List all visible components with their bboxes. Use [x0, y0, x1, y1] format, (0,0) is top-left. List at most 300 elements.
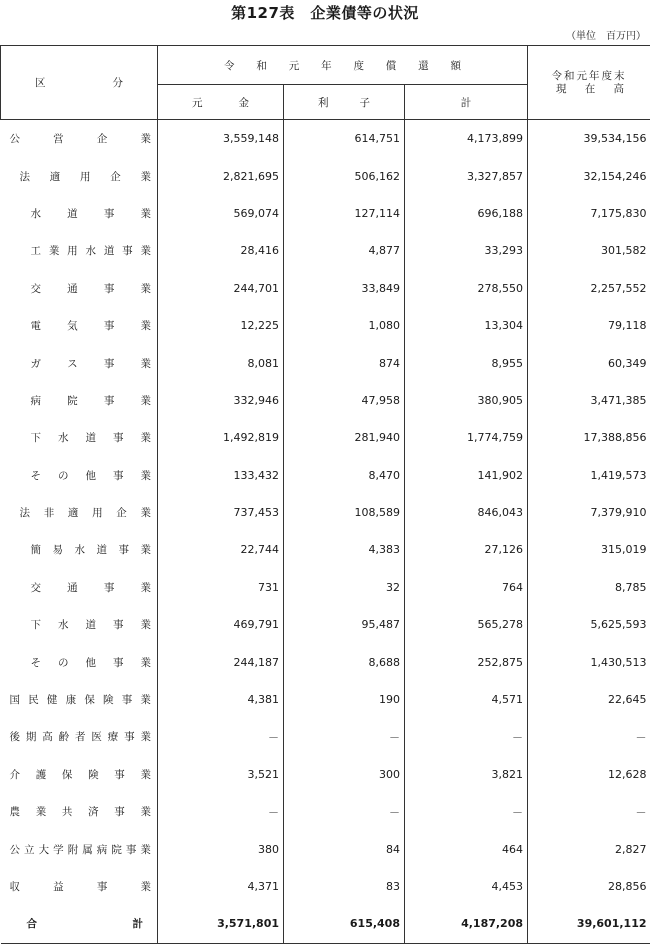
cell-principal: 737,453: [158, 494, 284, 531]
cell-principal: －: [158, 718, 284, 755]
cell-principal: 4,381: [158, 681, 284, 718]
char: 事: [113, 655, 124, 670]
header-principal-label: [158, 95, 283, 110]
row-category: [1, 830, 158, 867]
table-title: 第127表 企業債等の状況: [0, 2, 650, 23]
row-category-label: [1, 131, 158, 146]
char: 業: [140, 842, 151, 857]
cell-balance: 39,601,112: [528, 905, 650, 943]
char: 高: [614, 83, 625, 96]
char: 病: [31, 393, 42, 408]
char: そ: [31, 655, 42, 670]
char: 業: [140, 131, 151, 146]
char: 工: [31, 243, 42, 258]
cell-total: 3,327,857: [405, 157, 528, 194]
char: 事: [122, 243, 133, 258]
char: 用: [80, 169, 91, 184]
cell-balance: 2,827: [528, 830, 650, 867]
row-category-label: [1, 430, 158, 445]
cell-total: 3,821: [405, 756, 528, 793]
table-row: [1, 270, 650, 307]
table-row: [1, 457, 650, 494]
cell-balance: －: [528, 718, 650, 755]
cell-principal: 3,571,801: [158, 905, 284, 943]
char: 高: [42, 729, 53, 744]
table-row: [1, 793, 650, 830]
cell-total: 380,905: [405, 382, 528, 419]
char: 業: [141, 169, 152, 184]
char: 気: [67, 318, 78, 333]
char: 業: [140, 281, 151, 296]
char: 事: [113, 430, 124, 445]
table-row: [1, 606, 650, 643]
char: 下: [31, 617, 42, 632]
cell-total: 4,173,899: [405, 120, 528, 158]
char: 公: [10, 131, 21, 146]
char: 他: [86, 468, 97, 483]
char: 事: [104, 393, 115, 408]
cell-interest: 614,751: [284, 120, 405, 158]
row-category-label: [1, 542, 158, 557]
char: 水: [75, 542, 86, 557]
cell-interest: －: [284, 718, 405, 755]
cell-interest: 8,470: [284, 457, 405, 494]
row-category: [1, 606, 158, 643]
row-category-label: [1, 655, 158, 670]
row-category: [1, 419, 158, 456]
char: 用: [67, 243, 78, 258]
char: 業: [141, 468, 152, 483]
char: 業: [141, 729, 152, 744]
cell-balance: 2,257,552: [528, 270, 650, 307]
char: 交: [31, 281, 42, 296]
cell-interest: 33,849: [284, 270, 405, 307]
char: 業: [140, 318, 151, 333]
char: 保: [84, 692, 95, 707]
header-sum-label: 計: [405, 95, 527, 110]
row-category-label: [1, 281, 158, 296]
row-category-label: [1, 468, 158, 483]
header-category: [1, 46, 158, 120]
char: ガ: [31, 356, 42, 371]
char: 元: [289, 58, 300, 73]
cell-interest: 8,688: [284, 643, 405, 680]
cell-principal: 332,946: [158, 382, 284, 419]
cell-interest: 4,383: [284, 531, 405, 568]
row-category-label: [1, 243, 158, 258]
char: 道: [86, 617, 97, 632]
char: 額: [451, 58, 462, 73]
char: 非: [44, 505, 55, 520]
char: 通: [67, 580, 78, 595]
cell-total: 764: [405, 569, 528, 606]
char: 共: [62, 804, 73, 819]
char: 水: [58, 430, 69, 445]
char: 業: [140, 767, 151, 782]
char: 道: [67, 206, 78, 221]
cell-principal: 3,559,148: [158, 120, 284, 158]
row-category-label: [1, 580, 158, 595]
char: 企: [97, 131, 108, 146]
char: 他: [86, 655, 97, 670]
cell-balance: 3,471,385: [528, 382, 650, 419]
cell-total: 252,875: [405, 643, 528, 680]
cell-balance: 1,419,573: [528, 457, 650, 494]
row-category-label: [1, 767, 158, 782]
char: 病: [97, 842, 108, 857]
char: 済: [88, 804, 99, 819]
cell-balance: 7,175,830: [528, 195, 650, 232]
cell-principal: 244,701: [158, 270, 284, 307]
char: 事: [113, 468, 124, 483]
char: 業: [140, 692, 151, 707]
char: 事: [104, 580, 115, 595]
char: 療: [108, 729, 119, 744]
char: 現: [556, 83, 567, 96]
char: 元: [192, 95, 203, 110]
cell-total: 1,774,759: [405, 419, 528, 456]
row-category-label: [1, 356, 158, 371]
char: そ: [31, 468, 42, 483]
row-category: [1, 307, 158, 344]
cell-interest: 190: [284, 681, 405, 718]
row-category: [1, 232, 158, 269]
cell-balance: 39,534,156: [528, 120, 650, 158]
row-category-label: [1, 729, 158, 744]
header-balance-line2: [528, 83, 650, 96]
char: 康: [66, 692, 77, 707]
row-category: [1, 681, 158, 718]
row-category: [1, 793, 158, 830]
char: 金: [239, 95, 250, 110]
cell-balance: 7,379,910: [528, 494, 650, 531]
cell-interest: 47,958: [284, 382, 405, 419]
cell-interest: 506,162: [284, 157, 405, 194]
row-category-label: [1, 318, 158, 333]
header-redemption-group: [158, 46, 528, 85]
cell-principal: 731: [158, 569, 284, 606]
char: 道: [104, 243, 115, 258]
table-row: [1, 232, 650, 269]
cell-interest: 84: [284, 830, 405, 867]
char: 益: [53, 879, 64, 894]
cell-total: 464: [405, 830, 528, 867]
char: 下: [31, 430, 42, 445]
char: 事: [114, 767, 125, 782]
cell-balance: 5,625,593: [528, 606, 650, 643]
cell-total: 27,126: [405, 531, 528, 568]
row-category-label: [1, 842, 158, 857]
cell-total: 141,902: [405, 457, 528, 494]
cell-total: 8,955: [405, 344, 528, 381]
char: ス: [67, 356, 78, 371]
char: 民: [28, 692, 39, 707]
table-row: [1, 382, 650, 419]
char: 企: [116, 505, 127, 520]
char: 子: [360, 95, 371, 110]
char: 通: [67, 281, 78, 296]
char: 償: [386, 58, 397, 73]
cell-total: 278,550: [405, 270, 528, 307]
row-category-label: [1, 617, 158, 632]
char: 事: [104, 281, 115, 296]
cell-principal: 22,744: [158, 531, 284, 568]
char: 簡: [31, 542, 42, 557]
cell-interest: －: [284, 793, 405, 830]
row-category-label: [1, 692, 158, 707]
table-row: [1, 195, 650, 232]
cell-total: 4,453: [405, 868, 528, 905]
char: 業: [141, 542, 152, 557]
char: 用: [92, 505, 103, 520]
table-body: [1, 120, 650, 944]
char: 介: [10, 767, 21, 782]
row-category: [1, 195, 158, 232]
char: 業: [49, 243, 60, 258]
cell-balance: 28,856: [528, 868, 650, 905]
char: 業: [141, 617, 152, 632]
table-row: [1, 905, 650, 943]
row-category: [1, 643, 158, 680]
cell-principal: －: [158, 793, 284, 830]
cell-balance: 79,118: [528, 307, 650, 344]
char: 業: [140, 879, 151, 894]
char: 交: [31, 580, 42, 595]
char: 業: [141, 655, 152, 670]
header-sum: [405, 85, 528, 120]
cell-balance: －: [528, 793, 650, 830]
header-interest: [284, 85, 405, 120]
char: 事: [114, 804, 125, 819]
row-category-label: [1, 879, 158, 894]
cell-balance: 17,388,856: [528, 419, 650, 456]
cell-balance: 22,645: [528, 681, 650, 718]
row-category: [1, 120, 158, 158]
cell-interest: 300: [284, 756, 405, 793]
row-category-label: [1, 169, 158, 184]
table-row: [1, 830, 650, 867]
char: 分: [113, 75, 124, 90]
table-row: [1, 681, 650, 718]
row-category: [1, 344, 158, 381]
char: 事: [113, 617, 124, 632]
char: 水: [58, 617, 69, 632]
char: 度: [353, 58, 364, 73]
char: 計: [133, 916, 144, 931]
cell-interest: 1,080: [284, 307, 405, 344]
table-row: [1, 643, 650, 680]
char: 法: [20, 505, 31, 520]
table-row: [1, 494, 650, 531]
char: 後: [10, 729, 21, 744]
cell-interest: 615,408: [284, 905, 405, 943]
header-principal: [158, 85, 284, 120]
cell-interest: 4,877: [284, 232, 405, 269]
row-category: [1, 756, 158, 793]
char: 附: [68, 842, 79, 857]
char: 業: [36, 804, 47, 819]
row-category: [1, 868, 158, 905]
char: 保: [62, 767, 73, 782]
table-row: [1, 419, 650, 456]
row-category: [1, 157, 158, 194]
cell-total: 33,293: [405, 232, 528, 269]
cell-principal: 569,074: [158, 195, 284, 232]
cell-interest: 83: [284, 868, 405, 905]
char: 合: [27, 916, 38, 931]
char: 適: [50, 169, 61, 184]
char: 水: [85, 243, 96, 258]
cell-total: 696,188: [405, 195, 528, 232]
char: 業: [140, 505, 151, 520]
header-year-end-balance: [528, 46, 650, 120]
char: 令: [224, 58, 235, 73]
char: 道: [97, 542, 108, 557]
char: 企: [110, 169, 121, 184]
char: 事: [104, 206, 115, 221]
row-category: [1, 531, 158, 568]
char: 在: [585, 83, 596, 96]
char: 業: [140, 804, 151, 819]
row-category: [1, 382, 158, 419]
char: 業: [140, 243, 151, 258]
cell-principal: 4,371: [158, 868, 284, 905]
char: 年: [321, 58, 332, 73]
table-row: [1, 157, 650, 194]
cell-balance: 1,430,513: [528, 643, 650, 680]
cell-total: 565,278: [405, 606, 528, 643]
char: 還: [418, 58, 429, 73]
cell-balance: 12,628: [528, 756, 650, 793]
char: 業: [140, 356, 151, 371]
char: 者: [75, 729, 86, 744]
row-category: [1, 457, 158, 494]
row-category: [1, 270, 158, 307]
char: 法: [20, 169, 31, 184]
header-balance-line1: 令和元年度末: [528, 70, 650, 83]
char: 業: [141, 430, 152, 445]
row-category-label: [1, 206, 158, 221]
cell-total: 4,571: [405, 681, 528, 718]
char: 営: [53, 131, 64, 146]
row-category: [1, 905, 158, 943]
table-row: [1, 344, 650, 381]
char: 属: [82, 842, 93, 857]
char: 適: [68, 505, 79, 520]
char: 和: [256, 58, 267, 73]
cell-principal: 1,492,819: [158, 419, 284, 456]
cell-principal: 12,225: [158, 307, 284, 344]
char: 険: [103, 692, 114, 707]
char: 事: [104, 356, 115, 371]
table-row: [1, 531, 650, 568]
row-category-label: [1, 804, 158, 819]
char: 立: [24, 842, 35, 857]
char: 事: [126, 842, 137, 857]
row-category-label: [1, 916, 158, 931]
header-redemption-label: [158, 58, 527, 73]
char: 護: [36, 767, 47, 782]
cell-interest: 32: [284, 569, 405, 606]
cell-total: －: [405, 793, 528, 830]
char: 易: [53, 542, 64, 557]
cell-principal: 28,416: [158, 232, 284, 269]
char: 事: [122, 692, 133, 707]
char: 大: [39, 842, 50, 857]
cell-principal: 3,521: [158, 756, 284, 793]
char: 業: [140, 206, 151, 221]
char: 学: [53, 842, 64, 857]
char: 事: [104, 318, 115, 333]
char: 医: [91, 729, 102, 744]
cell-principal: 469,791: [158, 606, 284, 643]
char: 電: [31, 318, 42, 333]
header-category-label: [1, 75, 157, 90]
cell-interest: 95,487: [284, 606, 405, 643]
cell-interest: 281,940: [284, 419, 405, 456]
cell-principal: 133,432: [158, 457, 284, 494]
row-category: [1, 718, 158, 755]
unit-note: （単位 百万円）: [566, 27, 646, 42]
table-row: [1, 718, 650, 755]
char: 道: [86, 430, 97, 445]
table-row: [1, 307, 650, 344]
char: 農: [10, 804, 21, 819]
cell-total: 4,187,208: [405, 905, 528, 943]
cell-principal: 380: [158, 830, 284, 867]
row-category: [1, 569, 158, 606]
bond-status-table: [0, 45, 650, 944]
char: 事: [119, 542, 130, 557]
char: 険: [88, 767, 99, 782]
char: 国: [10, 692, 21, 707]
char: 業: [140, 393, 151, 408]
char: 業: [140, 580, 151, 595]
cell-principal: 2,821,695: [158, 157, 284, 194]
char: 院: [67, 393, 78, 408]
header-interest-label: [284, 95, 404, 110]
cell-principal: 8,081: [158, 344, 284, 381]
table-row: [1, 868, 650, 905]
row-category: [1, 494, 158, 531]
char: 公: [10, 842, 21, 857]
row-category-label: [1, 505, 158, 520]
char: 期: [26, 729, 37, 744]
char: 事: [124, 729, 135, 744]
char: 水: [31, 206, 42, 221]
row-category-label: [1, 393, 158, 408]
char: 院: [111, 842, 122, 857]
cell-balance: 301,582: [528, 232, 650, 269]
char: 収: [10, 879, 21, 894]
cell-interest: 874: [284, 344, 405, 381]
cell-interest: 127,114: [284, 195, 405, 232]
cell-total: 13,304: [405, 307, 528, 344]
char: 利: [318, 95, 329, 110]
table-row: [1, 569, 650, 606]
table-row: [1, 120, 650, 158]
char: 事: [97, 879, 108, 894]
cell-balance: 60,349: [528, 344, 650, 381]
cell-balance: 32,154,246: [528, 157, 650, 194]
cell-total: －: [405, 718, 528, 755]
cell-balance: 315,019: [528, 531, 650, 568]
cell-balance: 8,785: [528, 569, 650, 606]
cell-total: 846,043: [405, 494, 528, 531]
cell-interest: 108,589: [284, 494, 405, 531]
char: の: [58, 468, 69, 483]
char: 健: [47, 692, 58, 707]
